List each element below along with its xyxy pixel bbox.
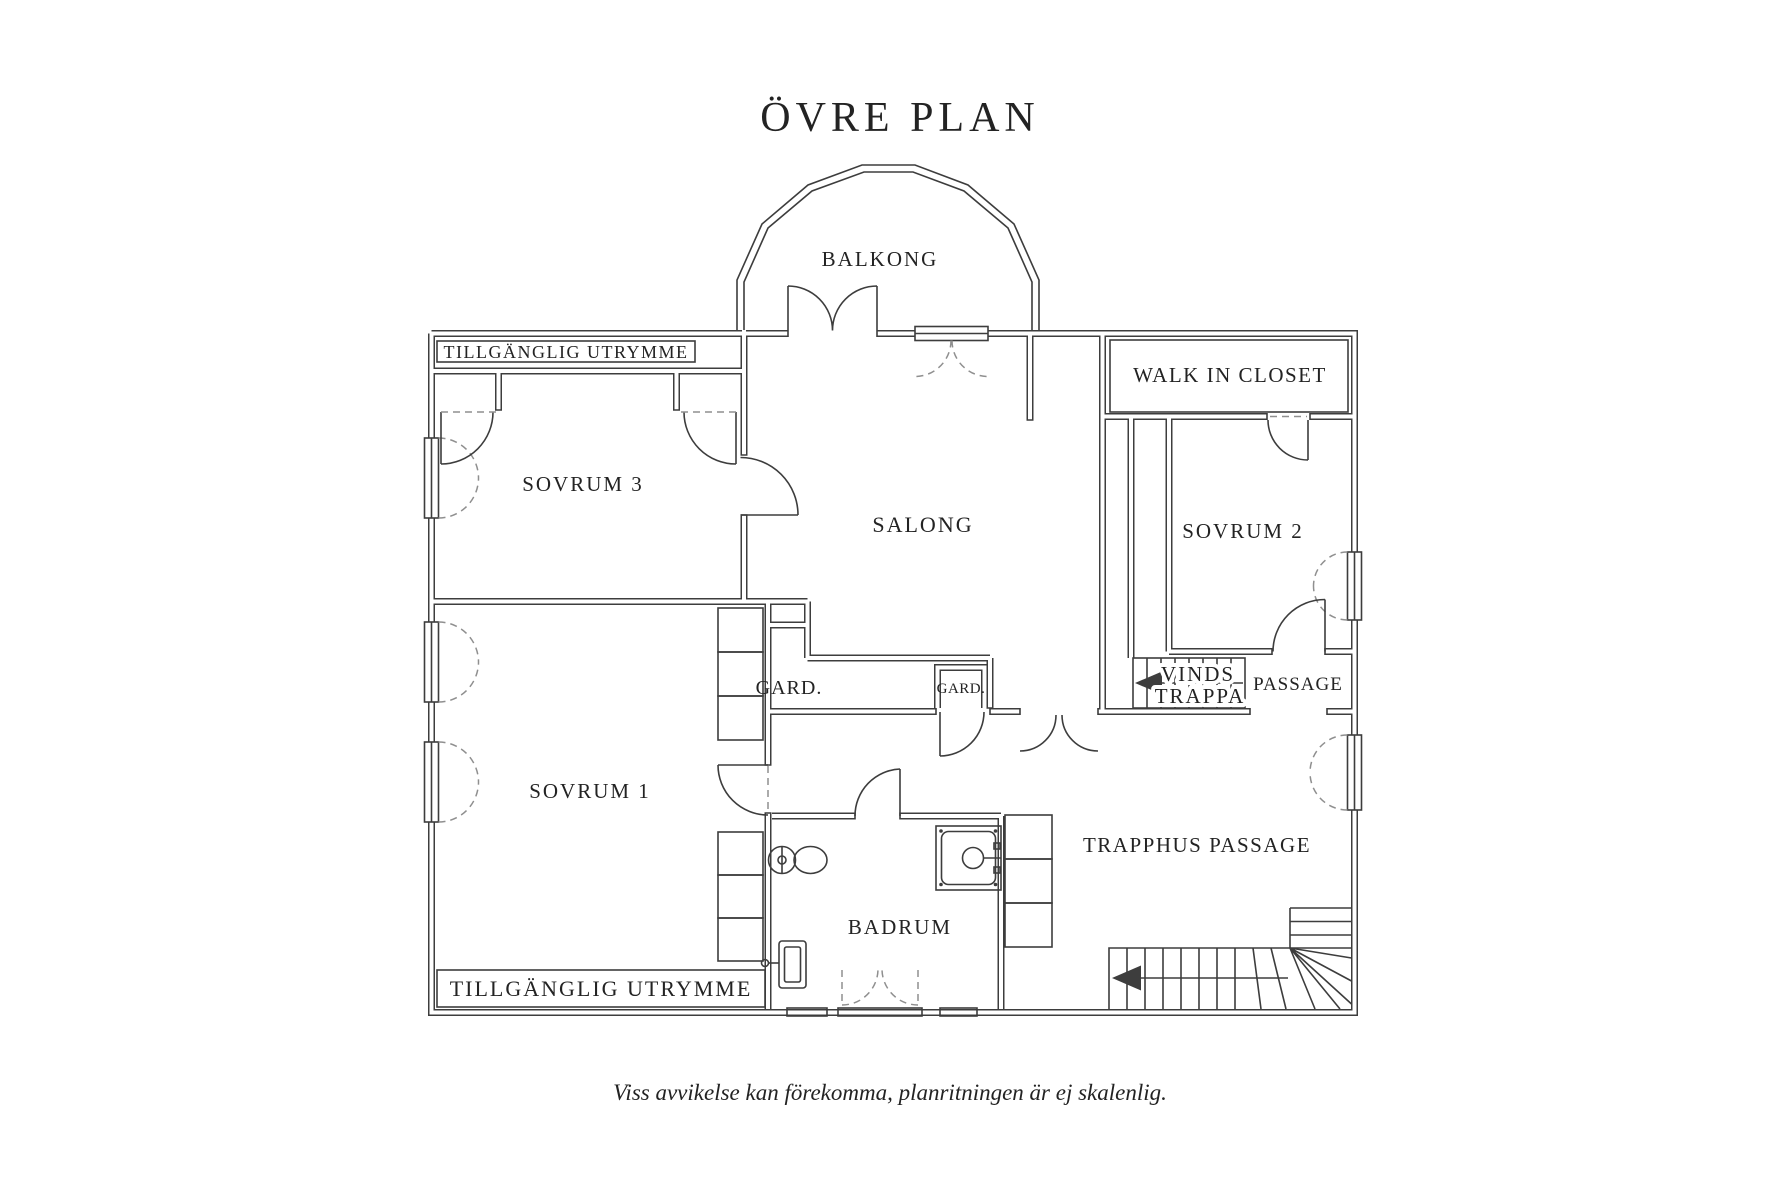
main-stair-treads — [1127, 922, 1352, 1010]
shower-corner-dot — [939, 883, 943, 887]
room-label-passage: PASSAGE — [1253, 674, 1343, 695]
main-stair-winders — [1290, 948, 1352, 1009]
shower-corner-dot — [994, 883, 998, 887]
wardrobe-unit — [1005, 903, 1052, 947]
shower-corner-dot — [994, 829, 998, 833]
sink-bowl — [785, 947, 801, 982]
disclaimer-text: Viss avvikelse kan förekomma, planritningen är ej skalenlig. — [613, 1080, 1167, 1105]
room-label-sovrum1: SOVRUM 1 — [529, 779, 651, 803]
wardrobe-unit — [718, 608, 763, 652]
room-label-trapphus-passage: TRAPPHUS PASSAGE — [1082, 833, 1312, 857]
shower — [936, 826, 1001, 890]
wardrobe-unit — [1005, 859, 1052, 903]
bathroom-fixtures — [762, 826, 1002, 988]
toilet — [769, 847, 828, 874]
room-label-sovrum3: SOVRUM 3 — [522, 472, 644, 496]
wardrobe-unit — [718, 696, 763, 740]
room-label-sovrum2: SOVRUM 2 — [1182, 519, 1304, 543]
room-label-salong: SALONG — [872, 512, 974, 537]
room-label-walk-in-closet: WALK IN CLOSET — [1133, 363, 1327, 387]
room-label-balkong: BALKONG — [821, 247, 939, 271]
label-vinds-trappa-line1: VINDS — [1160, 662, 1236, 686]
label-vinds-trappa-line2: TRAPPA — [1154, 684, 1246, 708]
room-label-gard1: GARD. — [755, 677, 823, 699]
page-title: ÖVRE PLAN — [760, 95, 1040, 141]
room-label-badrum: BADRUM — [847, 915, 953, 939]
room-label-tillganglig-top: TILLGÄNGLIG UTRYMME — [443, 342, 689, 362]
shower-corner-dot — [939, 829, 943, 833]
door-jambs — [495, 330, 1327, 820]
wardrobe-unit — [718, 875, 763, 918]
sink-basin — [779, 941, 806, 988]
shower-drain — [963, 848, 984, 869]
toilet-bowl — [794, 847, 827, 874]
room-label-gard2: GARD. — [936, 681, 986, 697]
room-label-tillganglig-bottom: TILLGÄNGLIG UTRYMME — [449, 976, 753, 1001]
wardrobe-unit — [1005, 815, 1052, 859]
wardrobe-unit — [718, 832, 763, 875]
main-staircase — [1109, 908, 1352, 1009]
wardrobe-unit — [718, 918, 763, 961]
